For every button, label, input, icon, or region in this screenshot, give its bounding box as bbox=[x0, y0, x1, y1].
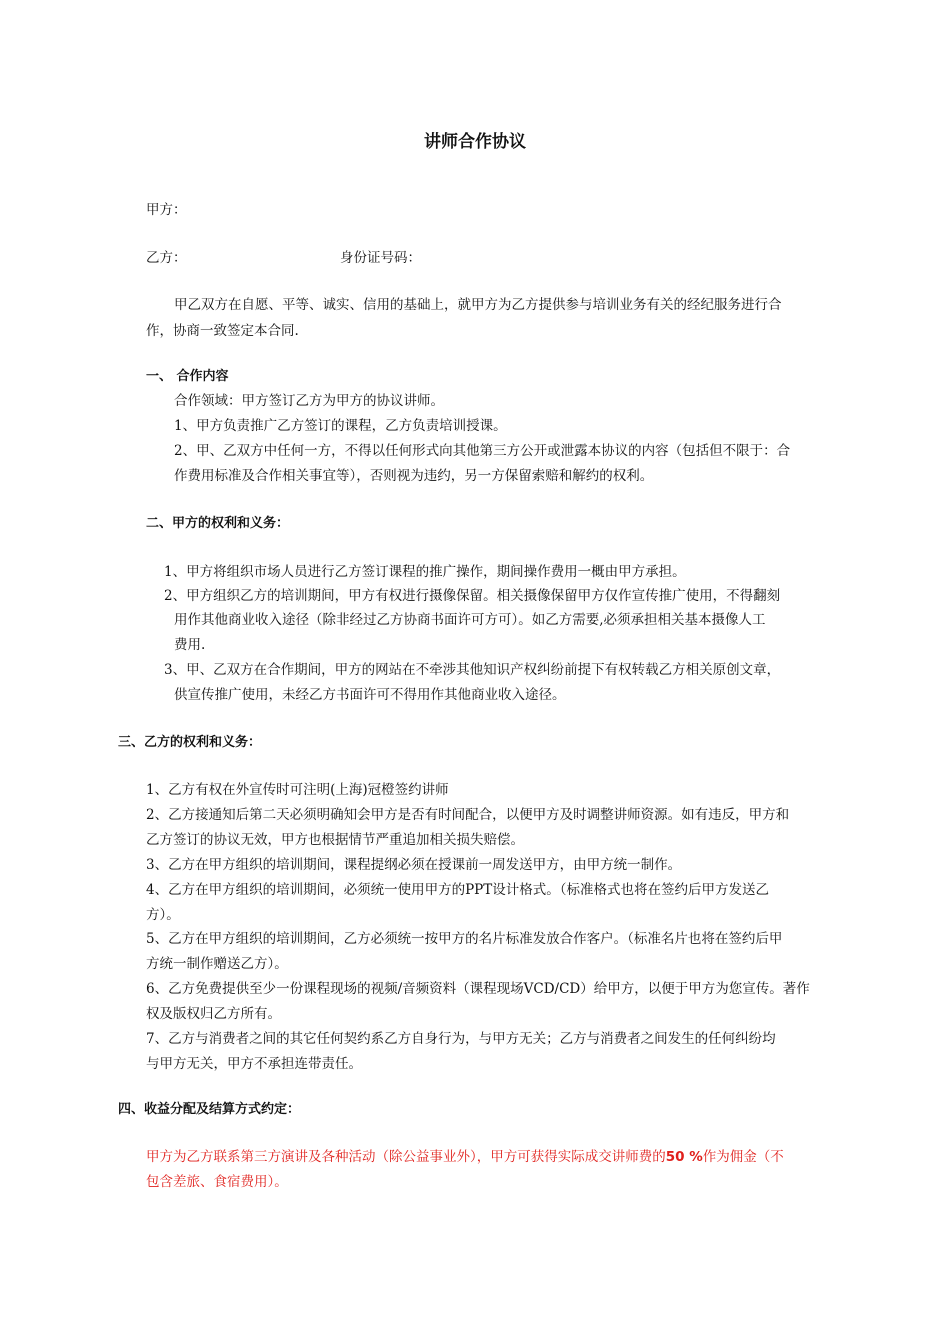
section-3-item-5-line-1: 5、乙方在甲方组织的培训期间，乙方必须统一按甲方的名片标准发放合作客户。（标准名片也将在签约后甲 bbox=[146, 931, 783, 947]
section-1-item-1: 1、甲方负责推广乙方签订的课程，乙方负责培训授课。 bbox=[174, 418, 507, 434]
section-3-item-6-line-2: 权及版权归乙方所有。 bbox=[146, 1006, 281, 1022]
intro-line-2: 作，协商一致签定本合同. bbox=[146, 323, 299, 339]
section-2-item-2-line-2: 用作其他商业收入途径（除非经过乙方协商书面许可方可）。如乙方需要,必须承担相关基本摄像人工 bbox=[174, 612, 766, 628]
section-1-heading: 一、 合作内容 bbox=[146, 369, 229, 384]
section-3-item-4-line-1: 4、乙方在甲方组织的培训期间，必须统一使用甲方的PPT设计格式。（标准格式也将在签约后甲方发送乙 bbox=[146, 882, 770, 898]
section-1-item-2-line-1: 2、甲、乙双方中任何一方，不得以任何形式向其他第三方公开或泄露本协议的内容（包括但不限于：合 bbox=[174, 443, 791, 459]
section-3-item-5-line-2: 方统一制作赠送乙方）。 bbox=[146, 956, 288, 972]
section-4-line-2: 包含差旅、食宿费用）。 bbox=[146, 1174, 288, 1190]
section-4-heading: 四、收益分配及结算方式约定： bbox=[118, 1102, 301, 1117]
intro-line-1: 甲乙双方在自愿、平等、诚实、信用的基础上，就甲方为乙方提供参与培训业务有关的经纪服务进行合 bbox=[174, 297, 782, 313]
document-title: 讲师合作协议 bbox=[424, 132, 526, 152]
section-2-item-2-line-1: 2、甲方组织乙方的培训期间，甲方有权进行摄像保留。相关摄像保留甲方仅作宣传推广使用，不得翻刻 bbox=[164, 588, 781, 604]
section-2-item-2-line-3: 费用. bbox=[174, 637, 206, 653]
section-3-item-6-line-1: 6、乙方免费提供至少一份课程现场的视频/音频资料（课程现场VCD/CD）给甲方，以便于甲方为您宣传。著作 bbox=[146, 981, 810, 997]
party-b-label: 乙方： bbox=[146, 250, 187, 266]
id-number-label: 身份证号码： bbox=[340, 250, 421, 266]
section-4-line-1-pre: 甲方为乙方联系第三方演讲及各种活动（除公益事业外），甲方可获得实际成交讲师费的 bbox=[146, 1149, 666, 1165]
section-2-heading: 二、甲方的权利和义务： bbox=[146, 516, 290, 531]
section-3-item-1: 1、乙方有权在外宣传时可注明(上海)冠橙签约讲师 bbox=[146, 782, 449, 798]
party-a-label: 甲方： bbox=[146, 202, 187, 218]
section-2-item-3-line-1: 3、甲、乙双方在合作期间，甲方的网站在不牵涉其他知识产权纠纷前提下有权转载乙方相关原创文章， bbox=[164, 662, 781, 678]
section-3-item-2-line-1: 2、乙方接通知后第二天必须明确知会甲方是否有时间配合，以便甲方及时调整讲师资源。如有违反，甲方和 bbox=[146, 807, 790, 823]
section-3-item-4-line-2: 方）。 bbox=[146, 907, 180, 923]
section-3-item-7-line-1: 7、乙方与消费者之间的其它任何契约系乙方自身行为，与甲方无关；乙方与消费者之间发生的任何纠纷均 bbox=[146, 1031, 776, 1047]
section-2-item-3-line-2: 供宣传推广使用，未经乙方书面许可不得用作其他商业收入途径。 bbox=[174, 687, 566, 703]
commission-percent: 50 % bbox=[665, 1149, 703, 1165]
section-3-item-2-line-2: 乙方签订的协议无效，甲方也根据情节严重追加相关损失赔偿。 bbox=[146, 832, 524, 848]
section-4-line-1 bbox=[146, 1148, 784, 1166]
section-2-item-1: 1、甲方将组织市场人员进行乙方签订课程的推广操作，期间操作费用一概由甲方承担。 bbox=[164, 564, 686, 580]
section-3-item-3: 3、乙方在甲方组织的培训期间，课程提纲必须在授课前一周发送甲方，由甲方统一制作。 bbox=[146, 857, 682, 873]
section-3-heading: 三、乙方的权利和义务： bbox=[118, 735, 262, 750]
section-1-domain: 合作领域：甲方签订乙方为甲方的协议讲师。 bbox=[174, 393, 444, 409]
section-4-line-1-post: 作为佣金（不 bbox=[702, 1149, 784, 1165]
section-1-item-2-line-2: 作费用标准及合作相关事宜等），否则视为违约，另一方保留索赔和解约的权利。 bbox=[174, 468, 654, 484]
section-3-item-7-line-2: 与甲方无关，甲方不承担连带责任。 bbox=[146, 1056, 362, 1072]
